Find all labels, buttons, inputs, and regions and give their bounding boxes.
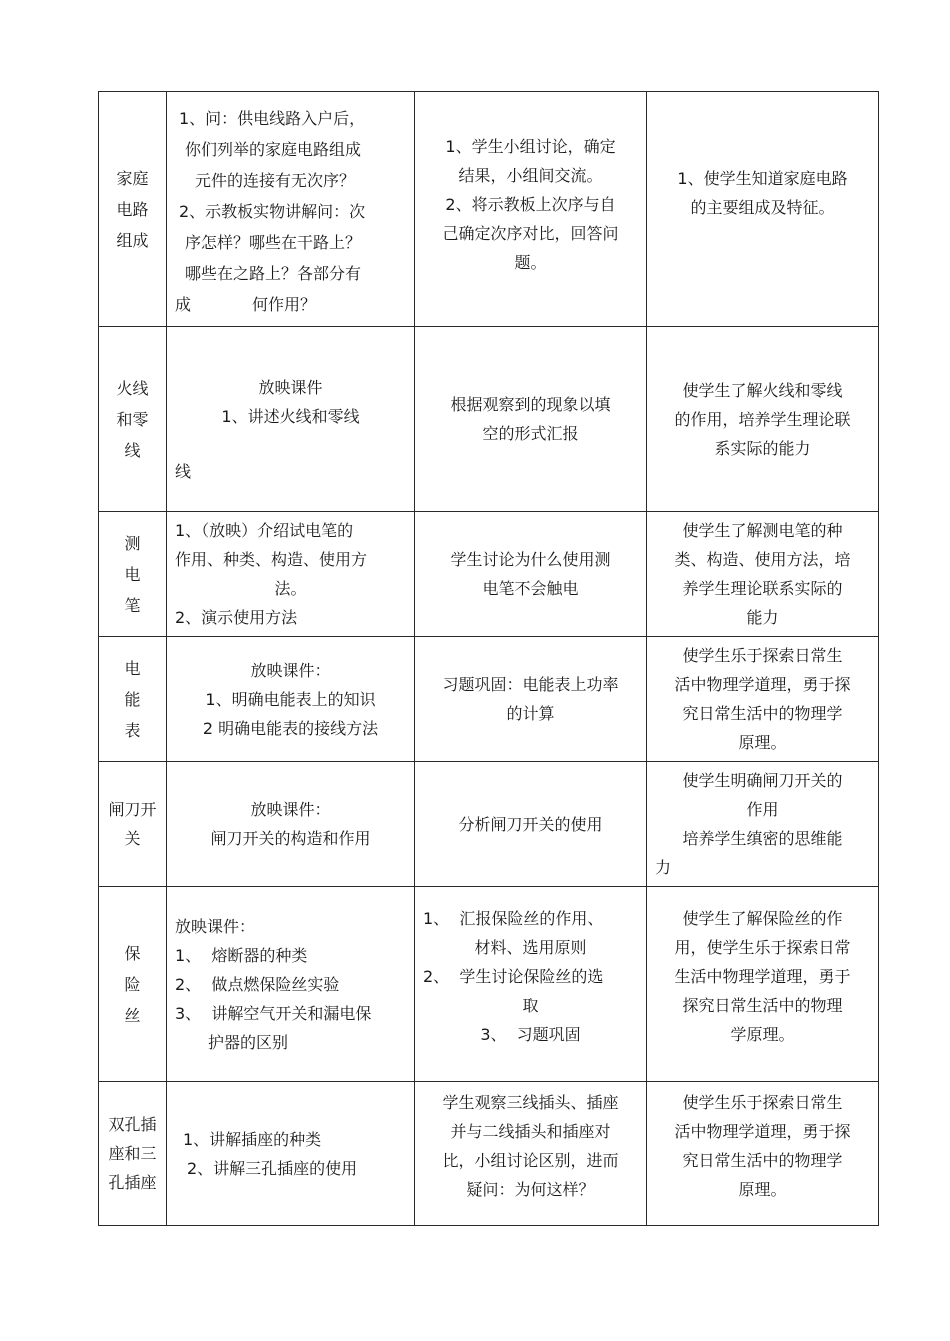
topic-label: 保险丝 <box>124 943 141 1025</box>
teacher-line: 元件的连接有无次序？ <box>195 170 356 190</box>
teacher-line: 放映课件 <box>258 378 323 397</box>
student-line: 己确定次序对比，回答问 <box>442 223 619 243</box>
topic-cell <box>99 637 167 762</box>
goal-line: 系实际的能力 <box>714 438 811 458</box>
table-row <box>99 92 879 327</box>
student-line: 根据观察到的现象以填 <box>450 395 611 414</box>
teacher-line: 线 <box>175 462 192 481</box>
goal-cell <box>647 637 879 762</box>
table-row <box>99 512 879 637</box>
student-activity-cell <box>415 637 647 762</box>
goal-line: 养学生理论联系实际的 <box>682 579 843 598</box>
goal-line: 使学生乐于探索日常生 <box>682 1092 843 1112</box>
teacher-activity-cell <box>167 327 415 512</box>
teacher-line: 1、问：供电线路入户后， <box>179 108 366 128</box>
goal-line: 使学生乐于探索日常生 <box>682 646 843 665</box>
teacher-activity-cell <box>167 762 415 887</box>
goal-line: 使学生了解保险丝的作 <box>682 908 843 928</box>
goal-line: 活中物理学道理，勇于探 <box>674 1121 851 1141</box>
table-row <box>99 762 879 887</box>
topic-cell <box>99 887 167 1082</box>
goal-line: 学原理。 <box>730 1024 795 1044</box>
topic-label: 测电笔 <box>124 533 141 615</box>
student-line: 习题巩固：电能表上功率 <box>442 675 619 694</box>
student-line: 2、将示教板上次序与自 <box>445 194 616 214</box>
topic-cell <box>99 512 167 637</box>
goal-line: 使学生了解火线和零线 <box>682 380 843 400</box>
topic-label: 电能表 <box>124 658 141 740</box>
teacher-activity-cell <box>167 512 415 637</box>
lesson-plan-table <box>98 91 879 1226</box>
goal-line: 究日常生活中的物理学 <box>682 704 843 723</box>
teacher-line: 放映课件： <box>175 916 256 936</box>
goal-cell <box>647 762 879 887</box>
topic-cell <box>99 1082 167 1226</box>
teacher-line: 哪些在之路上？各部分有 <box>185 263 362 283</box>
teacher-line: 闸刀开关的构造和作用 <box>210 829 371 848</box>
teacher-line: 1、讲解插座的种类 <box>183 1129 322 1149</box>
goal-line: 作用 <box>746 800 779 819</box>
teacher-activity-cell <box>167 887 415 1082</box>
student-activity-cell <box>415 1082 647 1226</box>
goal-cell <box>647 1082 879 1226</box>
goal-line: 探究日常生活中的物理 <box>682 995 843 1015</box>
student-activity-cell <box>415 512 647 637</box>
goal-line: 使学生了解测电笔的种 <box>682 521 843 540</box>
student-activity-cell <box>415 887 647 1082</box>
student-line: 学生讨论为什么使用测 <box>450 550 611 569</box>
goal-cell <box>647 887 879 1082</box>
goal-cell <box>647 327 879 512</box>
teacher-line: 作用、种类、构造、使用方 <box>175 550 368 569</box>
teacher-line: 3、 讲解空气开关和漏电保 <box>175 1003 372 1023</box>
teacher-line: 1、明确电能表上的知识 <box>205 689 376 709</box>
student-activity-cell <box>415 762 647 887</box>
goal-line: 原理。 <box>738 1179 787 1199</box>
student-line: 疑问：为何这样？ <box>466 1179 595 1199</box>
student-line: 3、 习题巩固 <box>480 1024 581 1044</box>
table-row <box>99 327 879 512</box>
goal-line: 原理。 <box>738 733 787 752</box>
goal-line: 1、使学生知道家庭电路 <box>677 169 848 188</box>
goal-cell <box>647 92 879 327</box>
topic-label: 火线和零线 <box>116 378 149 460</box>
student-line: 1、学生小组讨论，确定 <box>445 136 616 156</box>
goal-line: 类、构造、使用方法，培 <box>674 550 851 569</box>
teacher-line: 序怎样？哪些在干路上？ <box>185 232 362 252</box>
teacher-activity-cell <box>167 92 415 327</box>
topic-cell <box>99 92 167 327</box>
teacher-line: 1、 熔断器的种类 <box>175 945 308 965</box>
topic-cell <box>99 327 167 512</box>
goal-line: 生活中物理学道理，勇于 <box>674 966 851 986</box>
teacher-line: 1、讲述火线和零线 <box>221 407 360 426</box>
teacher-line: 法。 <box>274 579 307 598</box>
topic-label: 闸刀开关 <box>108 800 157 848</box>
student-line: 并与二线插头和插座对 <box>450 1121 611 1141</box>
student-line: 的计算 <box>506 704 555 723</box>
topic-cell <box>99 762 167 887</box>
student-line: 2、 学生讨论保险丝的选 <box>423 966 604 986</box>
student-line: 材料、选用原则 <box>474 937 587 957</box>
student-line: 比，小组讨论区别，进而 <box>442 1150 619 1170</box>
student-line: 分析闸刀开关的使用 <box>458 814 603 834</box>
topic-label: 双孔插座和三孔插座 <box>108 1115 157 1192</box>
student-line: 电笔不会触电 <box>482 579 579 598</box>
table-row <box>99 1082 879 1226</box>
teacher-line: 2、讲解三孔插座的使用 <box>187 1158 358 1178</box>
student-line: 结果，小组间交流。 <box>458 165 603 185</box>
goal-line: 的作用，培养学生理论联 <box>674 409 851 429</box>
student-line: 学生观察三线插头、插座 <box>442 1092 619 1112</box>
teacher-line: 护器的区别 <box>208 1032 289 1052</box>
teacher-line: 成 何作用？ <box>175 294 317 314</box>
teacher-line: 2、示教板实物讲解问：次 <box>179 201 366 221</box>
goal-line: 的主要组成及特征。 <box>690 198 835 217</box>
goal-line: 活中物理学道理，勇于探 <box>674 675 851 694</box>
teacher-line: 2、演示使用方法 <box>175 608 298 627</box>
goal-line: 培养学生缜密的思维能 <box>682 829 843 848</box>
teacher-line: 2 明确电能表的接线方法 <box>202 718 379 738</box>
student-line: 空的形式汇报 <box>482 424 579 443</box>
student-line: 取 <box>522 995 539 1015</box>
teacher-line: 2、 做点燃保险丝实验 <box>175 974 340 994</box>
teacher-line: 放映课件： <box>250 800 331 819</box>
goal-line: 能力 <box>746 608 779 627</box>
table-row <box>99 887 879 1082</box>
goal-line: 究日常生活中的物理学 <box>682 1150 843 1170</box>
goal-cell <box>647 512 879 637</box>
teacher-activity-cell <box>167 637 415 762</box>
goal-line: 使学生明确闸刀开关的 <box>682 771 843 790</box>
goal-line: 用，使学生乐于探索日常 <box>674 937 851 957</box>
student-activity-cell <box>415 92 647 327</box>
student-line: 1、 汇报保险丝的作用、 <box>423 908 604 928</box>
teacher-line: 1、（放映）介绍试电笔的 <box>175 521 354 540</box>
student-activity-cell <box>415 327 647 512</box>
table-row <box>99 637 879 762</box>
student-line: 题。 <box>514 252 547 272</box>
teacher-line: 你们列举的家庭电路组成 <box>185 139 362 159</box>
topic-label: 家庭电路组成 <box>116 168 149 250</box>
teacher-line: 放映课件： <box>250 660 331 680</box>
teacher-activity-cell <box>167 1082 415 1226</box>
goal-line: 力 <box>655 858 672 877</box>
